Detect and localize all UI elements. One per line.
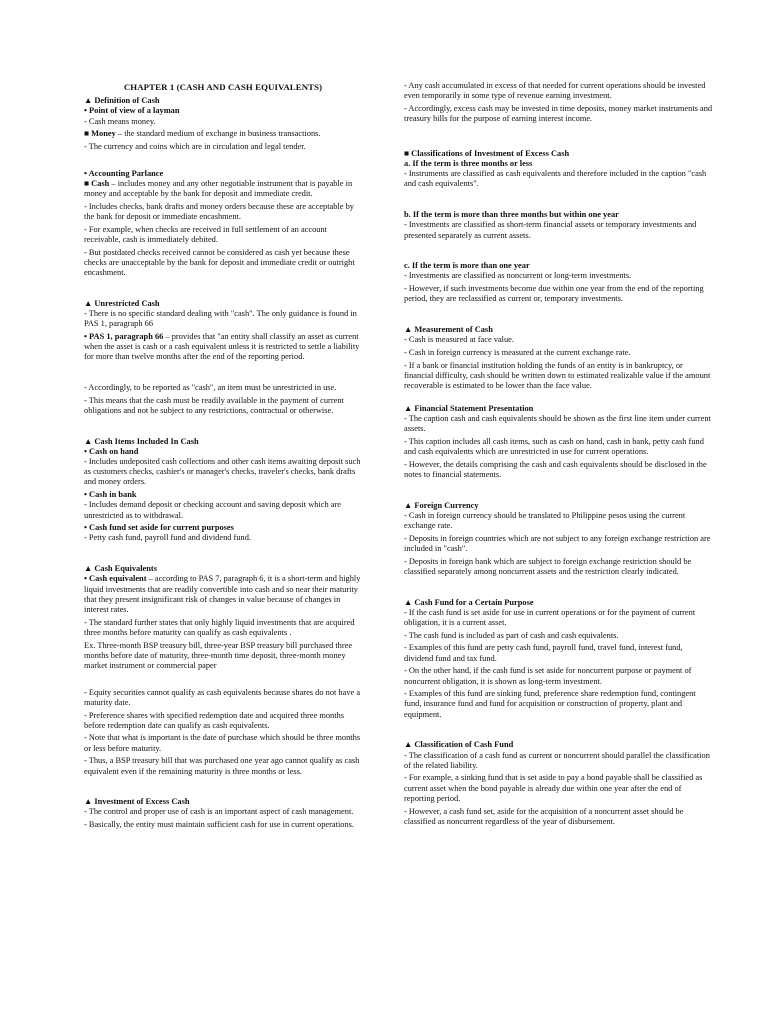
paragraph: - This caption includes all cash items, such as cash on hand, cash in bank, petty cash fund and cash equivalents which are unrestricted in use for current operations.	[404, 436, 704, 457]
paragraph: - Equity securities cannot qualify as cash equivalents because shares do not have a maturity date.	[84, 687, 361, 707]
paragraph: - The standard further states that only highly liquid investments that are acquired three months before maturity can qualify as cash equivalents .	[84, 617, 355, 637]
heading-classification-cash-fund: ▲ Classification of Cash Fund	[404, 740, 514, 750]
paragraph: - On the other hand, if the cash fund is set aside for noncurrent purpose or payment of noncurrent obligation, it is shown as long-term investment.	[404, 666, 692, 686]
paragraph: - Any cash accumulated in excess of that needed for current operations should be invested even temporarily in some type of revenue earning investment.	[404, 81, 706, 101]
paragraph: - Instruments are classified as cash equivalents and therefore included in the caption "cash and cash equivalents".	[404, 169, 707, 189]
paragraph: - For example, a sinking fund that is set aside to pay a bond payable shall be classified as current asset when the bond payable is already due within one year after the end of reporting period.	[404, 773, 703, 803]
paragraph: - Accordingly, excess cash may be invested in time deposits, money market instruments and treasury bills for the purpose of earning interest income.	[404, 103, 713, 124]
heading-cash-equivalents: ▲ Cash Equivalents	[84, 564, 157, 574]
paragraph: - If a bank or financial institution holding the funds of an entity is in bankruptcy, or financial difficulty, cash should be written down to estimated realizable value if the amount recoverable is estimated to be lower than the face value.	[404, 360, 711, 391]
paragraph: - The control and proper use of cash is an important aspect of cash management.	[84, 807, 354, 817]
heading-measurement: ▲ Measurement of Cash	[404, 325, 493, 335]
paragraph: - Investments are classified as short-term financial assets or temporary investments and presented separately as current assets.	[404, 220, 697, 240]
term-cash-equivalent: • Cash equivalent	[84, 574, 147, 584]
paragraph	[84, 179, 362, 199]
definition-money: – the standard medium of exchange in business transactions.	[115, 129, 321, 139]
term-money: ■ Money	[84, 129, 116, 139]
paragraph	[84, 574, 362, 615]
paragraph: - The classification of a cash fund as current or noncurrent should parallel the classification of the related liability.	[404, 750, 710, 770]
subheading-a: a. If the term is three months or less	[404, 159, 533, 169]
paragraph: - Cash is measured at face value.	[404, 335, 514, 345]
subheading-accounting-parlance: • Accounting Parlance	[84, 168, 164, 178]
definition-pas-1: – provides that "an entity shall classify an asset as current when the asset is cash or a cash equivalent unless it is restricted to settle a liability for more than twelve months after the end of the reporting period.	[84, 331, 360, 362]
heading-unrestricted-cash: ▲ Unrestricted Cash	[84, 298, 160, 308]
paragraph: - The caption cash and cash equivalents should be shown as the first line item under current assets.	[404, 413, 711, 434]
paragraph: - Includes checks, bank drafts and money orders because these are acceptable by the bank for deposit or immediate encashment.	[84, 201, 354, 222]
heading-classifications: ■ Classifications of Investment of Excess Cash	[404, 148, 570, 158]
heading-investment-excess-cash: ▲ Investment of Excess Cash	[84, 797, 190, 807]
subheading-layman: • Point of view of a layman	[84, 106, 180, 116]
paragraph: - Cash in foreign currency is measured at the current exchange rate.	[404, 347, 631, 357]
paragraph: - Petty cash fund, payroll fund and dividend fund.	[84, 533, 252, 543]
paragraph: - The currency and coins which are in circulation and legal tender.	[84, 142, 306, 152]
term-pas-1: • PAS 1, paragraph 66	[84, 331, 164, 341]
heading-fs-presentation: ▲ Financial Statement Presentation	[404, 403, 534, 413]
paragraph: - However, the details comprising the cash and cash equivalents should be disclosed in the notes to financial statements.	[404, 459, 707, 479]
term-cash: ■ Cash	[84, 178, 110, 188]
right-column	[404, 81, 714, 829]
paragraph: - This means that the cash must be readily available in the payment of current obligations and not be subject to any restrictions, contractual or otherwise.	[84, 395, 344, 415]
heading-cash-fund-purpose: ▲ Cash Fund for a Certain Purpose	[404, 597, 534, 607]
definition-cash-equivalent: – according to PAS 7, paragraph 6, it is a short-term and highly liquid investments that are readily convertible into cash and so near their maturity that they present insignificant risk of changes in value because of changes in interest rates.	[84, 574, 361, 614]
paragraph: - Note that what is important is the date of purchase which should be three months or less before maturity.	[84, 733, 361, 753]
left-column	[84, 80, 362, 833]
paragraph: - However, if such investments become due within one year from the end of the reporting period, they are reclassified as current or, temporary investments.	[404, 284, 704, 304]
paragraph: - However, a cash fund set, aside for the acquisition of a noncurrent asset should be classified as noncurrent regardless of the year of disbursement.	[404, 806, 684, 826]
paragraph: - Examples of this fund are petty cash fund, payroll fund, travel fund, interest fund, dividend fund and tax fund.	[404, 643, 683, 663]
paragraph: - Includes undeposited cash collections and other cash items awaiting deposit such as customers checks, cashier's or manager's checks, traveler's checks, bank drafts and money orders.	[84, 456, 361, 487]
paragraph-example: Ex. Three-month BSP treasury bill, three-year BSP treasury bill purchased three months before date of maturity, three-month time deposit, three-month money market instrument or commercial paper	[84, 640, 353, 670]
paragraph: - Includes demand deposit or checking account and saving deposit which are unrestricted as to withdrawal.	[84, 500, 341, 520]
subheading-b: b. If the term is more than three months but within one year	[404, 210, 619, 220]
heading-foreign-currency: ▲ Foreign Currency	[404, 500, 479, 510]
paragraph	[84, 129, 362, 139]
paragraph: - Examples of this fund are sinking fund, preference share redemption fund, contingent fund, insurance fund and fund for acquisition or construction of property, plant and equipment.	[404, 689, 696, 719]
definition-cash: – includes money and any other negotiable instrument that is payable in money and acceptable by the bank for deposit and immediate credit.	[84, 178, 353, 199]
paragraph: - Deposits in foreign bank which are subject to foreign exchange restriction should be classified separately among noncurrent assets and the restriction clearly indicated.	[404, 556, 692, 576]
paragraph: - There is no specific standard dealing with "cash". The only guidance is found in PAS 1, paragraph 66	[84, 308, 357, 329]
paragraph: - Cash in foreign currency should be translated to Philippine pesos using the current exchange rate.	[404, 510, 686, 531]
subheading-cash-fund: • Cash fund set aside for current purposes	[84, 523, 234, 533]
paragraph: - If the cash fund is set aside for use in current operations or for the payment of current obligation, it is a current asset.	[404, 607, 696, 628]
paragraph: - For example, when checks are received in full settlement of an account receivable, cash is immediately debited.	[84, 224, 328, 244]
paragraph: - The cash fund is included as part of cash and cash equivalents.	[404, 630, 619, 640]
heading-definition-of-cash: ▲ Definition of Cash	[84, 96, 160, 106]
subheading-cash-on-hand: • Cash on hand	[84, 446, 139, 456]
paragraph: - Investments are classified as noncurrent or long-term investments.	[404, 271, 632, 281]
heading-cash-items: ▲ Cash Items Included In Cash	[84, 436, 199, 446]
paragraph: - Thus, a BSP treasury bill that was purchased one year ago cannot qualify as cash equivalent even if the remaining maturity is three months or less.	[84, 756, 360, 776]
subheading-c: c. If the term is more than one year	[404, 261, 530, 271]
subheading-cash-in-bank: • Cash in bank	[84, 490, 137, 500]
paragraph: - Deposits in foreign countries which are not subject to any foreign exchange restriction are included in "cash".	[404, 533, 711, 553]
page-title: CHAPTER 1 (CASH AND CASH EQUIVALENTS)	[123, 82, 323, 92]
paragraph: - Cash means money.	[84, 116, 156, 126]
paragraph: - Accordingly, to be reported as "cash", an item must be unrestricted in use.	[84, 382, 337, 392]
paragraph: - But postdated checks received cannot be considered as cash yet because these checks are unacceptable by the bank for deposit and immediate credit or outright encashment.	[84, 247, 355, 278]
paragraph: - Basically, the entity must maintain sufficient cash for use in current operations.	[84, 820, 355, 830]
paragraph	[84, 332, 362, 363]
paragraph: - Preference shares with specified redemption date and acquired three months before redemption date can qualify as cash equivalents.	[84, 710, 344, 730]
